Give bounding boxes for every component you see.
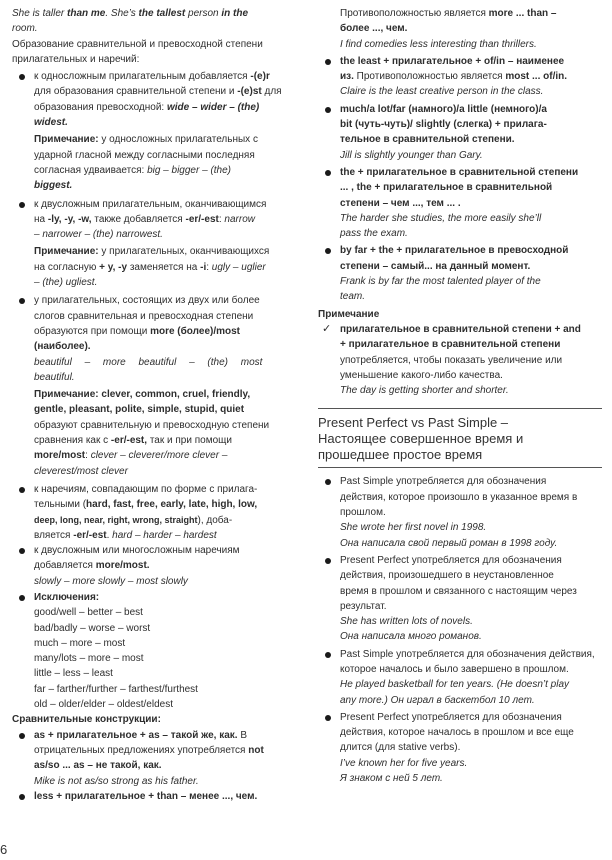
- note-increase: ✓ прилагательное в сравнительной степени + and + прилагательное в сравнительной степени употребляется, чтобы показать увеличение или уменьшение какого-либо качества. The day is getting shorter and shorter.: [322, 322, 581, 397]
- construction-much-a-lot: much/a lot/far (намного)/a little (немного)/a bit (чуть-чуть)/ slightly (слегка) + прилага- тельное в сравнительной степени. Jill is slightly younger than Gary.: [318, 102, 602, 163]
- exceptions-block: Исключения:: [12, 590, 290, 605]
- construction-the-least: the least + прилагательное + of/in – наименее из. Противоположностью является most ... of/in. Claire is the least creative person in the class.: [318, 54, 602, 100]
- exception-item: bad/badly – worse – worst: [34, 622, 151, 634]
- exception-item: many/lots – more – most: [34, 653, 144, 665]
- present-perfect-rule-2: Present Perfect употребляется для обозначения действия, которое началось в прошлом и все еще длится (для stative verbs). I’ve known her for five years. Я знаком с ней 5 лет.: [318, 710, 602, 786]
- exception-item: much – more – most: [34, 637, 126, 649]
- exception-item: old – older/elder – oldest/eldest: [34, 699, 173, 711]
- right-column: [318, 6, 602, 786]
- rule-multi-syllable: у прилагательных, состоящих из двух или более слогов сравнительная и превосходная степени образуются при помощи more (более)/most (наиболее). beautiful – more beautiful – (the) most beautiful.: [12, 293, 290, 385]
- construction-less-than: less + прилагательное + than – менее ..., чем.: [12, 789, 290, 804]
- past-simple-rule-2: Past Simple употребляется для обозначения действия, которое началось и было завершено в прошлом. He played basketball for ten years. (He doesn’t play any more.) Он играл в баскетбол 10 лет.: [318, 647, 602, 708]
- left-column: [12, 6, 290, 804]
- rule-adverbs-multi: к двусложным или многосложным наречиям добавляется more/most.: [12, 543, 290, 574]
- opposite-more-than: Противоположностью является more ... than – более ..., чем. I find comedies less interesting than thrillers.: [340, 8, 557, 50]
- rule-two-syllable: к двусложным прилагательным, оканчивающимся на -ly, -y, -w, также добавляется -er/-est: narrow – narrower – (the) narrowest.: [12, 197, 290, 243]
- note-heading: Примечание: [318, 308, 380, 320]
- page-number: 6: [0, 842, 8, 857]
- note-doubling: Примечание: у односложных прилагательных с ударной гласной между согласными последняя согласная удваивается: big – bigger – (the) biggest.: [34, 134, 258, 192]
- construction-as-as: as + прилагательное + as – такой же, как. В отрицательных предложениях употребляется not as/so ... as – не такой, как. Mike is not as/so strong as his father.: [12, 728, 290, 789]
- comparative-constructions-heading: Сравнительные конструкции:: [12, 714, 161, 726]
- rule-one-syllable: к односложным прилагательным добавляется -(e)r для образования сравнительной степени и -(e)st для образования превосходной: wide – wider – (the) widest.: [12, 69, 290, 130]
- rule-adverbs-same-form: к наречиям, совпадающим по форме с прилага- тельными (hard, fast, free, early, late, high, low, deep, long, near, right, wrong, straight), доба- вляется -er/-est. hard – harder – hardest: [12, 482, 290, 543]
- construction-by-far: by far + the + прилагательное в превосходной степени – самый... на данный момент. Frank is by far the most talented player of the team.: [318, 243, 602, 304]
- heading-formation: Образование сравнительной и превосходной степени прилагательных и наречий:: [12, 38, 263, 65]
- exception-item: far – farther/further – farthest/furthest: [34, 683, 198, 695]
- check-icon: ✓: [322, 322, 332, 335]
- present-perfect-rule-1: Present Perfect употребляется для обозначения действия, произошедшего в неустановленное время в прошлом и связанного с настоящим через результат. She has written lots of novels. Она написала много романов.: [318, 553, 602, 645]
- note-y-to-i: Примечание: у прилагательных, оканчивающихся на согласную + y, -y заменяется на -i: ugly – uglier – (the) ugliest.: [34, 246, 270, 289]
- past-simple-rule-1: Past Simple употребляется для обозначения действия, которое произошло в указанное время в прошлом. She wrote her first novel in 1998. Она написала свой первый роман в 1998 году.: [318, 474, 602, 550]
- exceptions-list: [12, 605, 290, 712]
- construction-the-the: the + прилагательное в сравнительной степени ... , the + прилагательное в сравнительной степени – чем ..., тем ... . The harder she studies, the more easily she’ll pass the exam.: [318, 165, 602, 241]
- section-title: Present Perfect vs Past Simple – Настоящее совершенное время и прошедшее простое время: [318, 408, 602, 463]
- exception-item: little – less – least: [34, 668, 113, 680]
- intro-example-cont: room.: [12, 23, 38, 35]
- section-divider: [318, 467, 602, 468]
- note-both-forms: Примечание: clever, common, cruel, friendly, gentle, pleasant, polite, simple, stupid, quiet образуют сравнительную и превосходную степени сравнения как с -er/-est, так и при помощи more/most: clever – cleverer/more clever – cleverest/most clever: [34, 389, 270, 477]
- intro-example: She is taller than me. She’s the tallest person in the: [12, 8, 249, 19]
- example-slowly: slowly – more slowly – most slowly: [34, 575, 188, 587]
- exception-item: good/well – better – best: [34, 607, 143, 619]
